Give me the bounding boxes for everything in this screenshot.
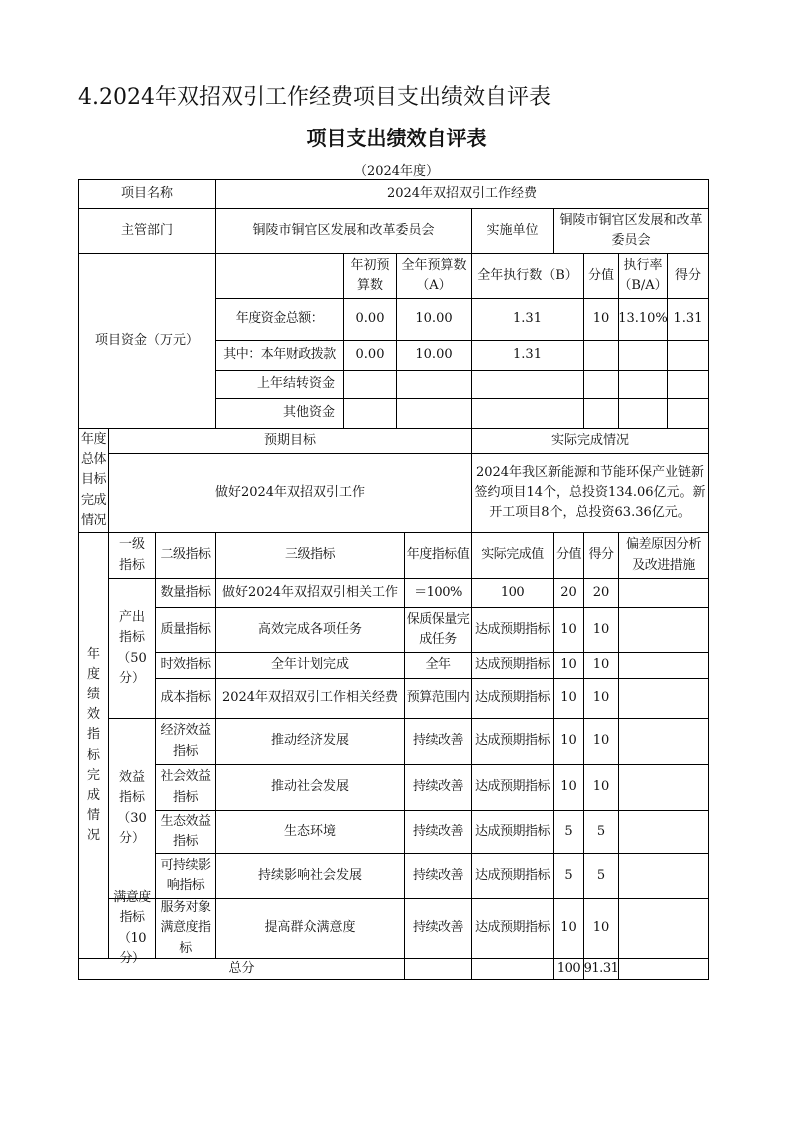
total-blank	[618, 958, 709, 980]
total-weight: 100	[553, 958, 584, 980]
indicator-cell: 达成预期指标	[471, 607, 554, 653]
indicator-cell: 可持续影响指标	[155, 853, 216, 899]
funding-header: 全年执行数（B）	[471, 253, 584, 299]
indicator-cell: 保质保量完成任务	[404, 607, 472, 653]
indicator-cell: 20	[553, 578, 584, 608]
funding-cell	[618, 398, 668, 429]
indicator-cell: 2024年双招双引工作相关经费	[215, 678, 405, 719]
indicator-header: 三级指标	[215, 532, 405, 579]
indicator-cell: 服务对象满意度指标	[155, 898, 216, 959]
expected-goal: 做好2024年双招双引工作	[108, 453, 472, 533]
indicator-cell: 预算范围内	[404, 678, 472, 719]
funding-cell	[583, 340, 619, 371]
indicator-cell: 10	[583, 607, 619, 653]
indicator-cell: 达成预期指标	[471, 764, 554, 811]
indicator-cell: 持续改善	[404, 853, 472, 899]
document-heading: 4.2024年双招双引工作经费项目支出绩效自评表	[78, 85, 551, 110]
funding-header-blank	[215, 253, 344, 299]
indicator-header: 偏差原因分析及改进措施	[618, 532, 709, 579]
deviation-analysis-cell	[618, 578, 709, 608]
deviation-analysis-cell	[618, 607, 709, 653]
indicators-label: 年度绩效指标完成情况	[78, 532, 109, 959]
indicator-cell: 5	[583, 810, 619, 854]
total-score: 91.31	[583, 958, 619, 980]
goals-label: 年度总体目标完成情况	[78, 428, 109, 533]
impl-label: 实施单位	[471, 208, 554, 254]
indicator-cell: 10	[553, 718, 584, 765]
indicator-header: 年度指标值	[404, 532, 472, 579]
total-blank	[471, 958, 554, 980]
indicator-cell: 全年计划完成	[215, 652, 405, 679]
indicator-header: 一级指标	[108, 532, 156, 579]
actual-goal-header: 实际完成情况	[471, 428, 709, 454]
indicator-cell: 达成预期指标	[471, 652, 554, 679]
deviation-analysis-cell	[618, 810, 709, 854]
indicator-group-benefit: 效益指标（30分）	[108, 718, 156, 899]
indicator-header: 实际完成值	[471, 532, 554, 579]
indicator-cell: 5	[553, 853, 584, 899]
indicator-cell: 10	[553, 898, 584, 959]
indicator-cell: 持续改善	[404, 718, 472, 765]
funding-cell	[471, 398, 584, 429]
total-label: 总分	[78, 958, 405, 980]
funding-cell	[667, 398, 709, 429]
funding-row-label: 上年结转资金	[215, 370, 344, 399]
impl-value: 铜陵市铜官区发展和改革委员会	[553, 208, 709, 254]
indicator-header: 二级指标	[155, 532, 216, 579]
funding-header: 分值	[583, 253, 619, 299]
deviation-analysis-cell	[618, 678, 709, 719]
funding-header: 执行率（B/A）	[618, 253, 668, 299]
funding-cell	[618, 370, 668, 399]
expected-goal-header: 预期目标	[108, 428, 472, 454]
funding-cell: 10.00	[396, 340, 472, 371]
indicator-cell: 推动社会发展	[215, 764, 405, 811]
indicator-cell: 数量指标	[155, 578, 216, 608]
indicator-cell: 全年	[404, 652, 472, 679]
funding-cell	[583, 398, 619, 429]
funding-cell: 0.00	[343, 298, 397, 341]
funding-cell	[343, 370, 397, 399]
indicator-cell: 10	[553, 764, 584, 811]
indicator-cell: 10	[583, 718, 619, 765]
funding-label: 项目资金（万元）	[78, 253, 216, 429]
funding-cell	[618, 340, 668, 371]
funding-row-label: 其他资金	[215, 398, 344, 429]
indicator-cell: 成本指标	[155, 678, 216, 719]
indicator-group-satisfaction: 满意度指标（10分）	[108, 898, 156, 959]
indicator-cell: 10	[553, 678, 584, 719]
funding-cell: 10	[583, 298, 619, 341]
funding-cell: 10.00	[396, 298, 472, 341]
indicator-cell: 5	[583, 853, 619, 899]
indicator-cell: 生态效益指标	[155, 810, 216, 854]
deviation-analysis-cell	[618, 764, 709, 811]
project-name-value: 2024年双招双引工作经费	[215, 179, 709, 209]
funding-cell	[396, 370, 472, 399]
funding-header: 年初预算数	[343, 253, 397, 299]
dept-value: 铜陵市铜官区发展和改革委员会	[215, 208, 472, 254]
funding-row-label: 年度资金总额：	[215, 298, 344, 341]
funding-cell: 13.10%	[618, 298, 668, 341]
indicator-cell: 持续改善	[404, 810, 472, 854]
total-blank	[404, 958, 472, 980]
indicator-cell: 5	[553, 810, 584, 854]
deviation-analysis-cell	[618, 718, 709, 765]
funding-header: 全年预算数（A）	[396, 253, 472, 299]
indicator-cell: 持续改善	[404, 764, 472, 811]
dept-label: 主管部门	[78, 208, 216, 254]
funding-row-label: 其中：本年财政拨款	[215, 340, 344, 371]
indicator-cell: 达成预期指标	[471, 718, 554, 765]
indicator-cell: 时效指标	[155, 652, 216, 679]
deviation-analysis-cell	[618, 853, 709, 899]
actual-goal: 2024年我区新能源和节能环保产业链新签约项目14个，总投资134.06亿元。新开工项目8个，总投资63.36亿元。	[471, 453, 709, 533]
indicator-cell: 持续影响社会发展	[215, 853, 405, 899]
indicator-cell: ＝100%	[404, 578, 472, 608]
funding-cell	[396, 398, 472, 429]
indicator-cell: 经济效益指标	[155, 718, 216, 765]
funding-cell: 1.31	[471, 340, 584, 371]
funding-cell: 1.31	[471, 298, 584, 341]
form-title: 项目支出绩效自评表	[306, 126, 487, 150]
year-label: （2024年度）	[353, 164, 440, 179]
indicator-cell: 达成预期指标	[471, 898, 554, 959]
deviation-analysis-cell	[618, 652, 709, 679]
indicator-group-output: 产出指标（50分）	[108, 578, 156, 719]
project-name-label: 项目名称	[78, 179, 216, 209]
funding-cell	[343, 398, 397, 429]
indicator-header: 得分	[583, 532, 619, 579]
indicator-header: 分值	[553, 532, 584, 579]
indicator-cell: 推动经济发展	[215, 718, 405, 765]
indicator-cell: 做好2024年双招双引相关工作	[215, 578, 405, 608]
indicator-cell: 10	[583, 652, 619, 679]
funding-cell	[667, 370, 709, 399]
indicator-cell: 持续改善	[404, 898, 472, 959]
indicator-cell: 100	[471, 578, 554, 608]
indicator-cell: 高效完成各项任务	[215, 607, 405, 653]
funding-cell: 1.31	[667, 298, 709, 341]
indicator-cell: 20	[583, 578, 619, 608]
indicator-cell: 生态环境	[215, 810, 405, 854]
indicator-cell: 10	[583, 764, 619, 811]
indicator-cell: 质量指标	[155, 607, 216, 653]
indicator-cell: 10	[553, 607, 584, 653]
indicator-cell: 10	[583, 898, 619, 959]
indicator-cell: 10	[553, 652, 584, 679]
indicator-cell: 社会效益指标	[155, 764, 216, 811]
indicator-cell: 达成预期指标	[471, 678, 554, 719]
indicator-cell: 提高群众满意度	[215, 898, 405, 959]
funding-cell	[667, 340, 709, 371]
indicator-cell: 达成预期指标	[471, 810, 554, 854]
funding-cell	[471, 370, 584, 399]
funding-header: 得分	[667, 253, 709, 299]
funding-cell: 0.00	[343, 340, 397, 371]
deviation-analysis-cell	[618, 898, 709, 959]
indicator-cell: 达成预期指标	[471, 853, 554, 899]
funding-cell	[583, 370, 619, 399]
indicator-cell: 10	[583, 678, 619, 719]
